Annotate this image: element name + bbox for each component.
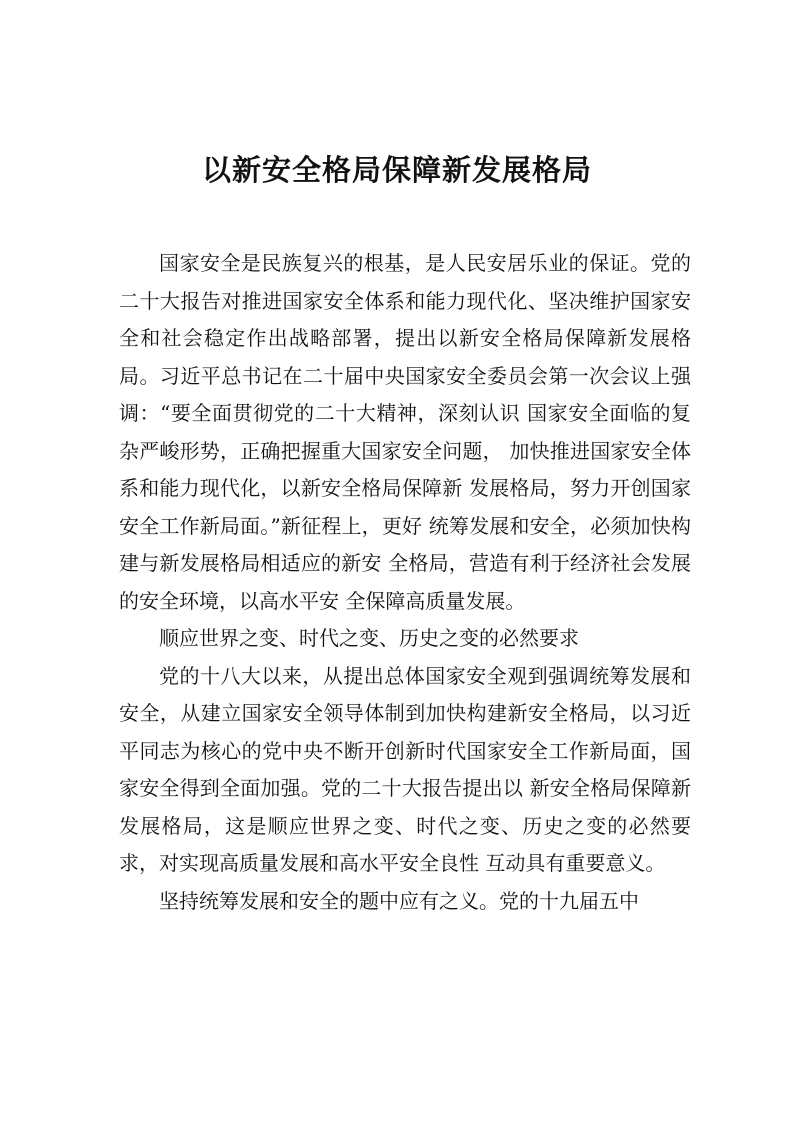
- paragraph-continued: 坚持统筹发展和安全的题中应有之义。党的十九届五中: [159, 888, 639, 913]
- section-heading: 顺应世界之变、时代之变、历史之变的必然要求: [159, 626, 579, 650]
- document-body: [119, 245, 691, 920]
- paragraph-section-one: 党的十八大以来，从提出总体国家安全观到强调统筹发展和安全，从建立国家安全领导体制到加快构建新安全格局，以习近平同志为核心的党中央不断开创新时代国家安全工作新局面，国家安全得到全面加强。党的二十大报告提出以 新安全格局保障新发展格局，这是顺应世界之变、时代之变、历史之变的必然要求，对实现高质量发展和高水平安全良性 互动具有重要意义。: [119, 663, 691, 875]
- document-title: 以新安全格局保障新发展格局: [201, 153, 592, 187]
- paragraph-intro: 国家安全是民族复兴的根基，是人民安居乐业的保证。党的二十大报告对推进国家安全体系和能力现代化、坚决维护国家安全和社会稳定作出战略部署，提出以新安全格局保障新发展格局。习近平总书记在二十届中央国家安全委员会第一次会议上强调：“要全面贯彻党的二十大精神，深刻认识 国家安全面临的复杂严峻形势，正确把握重大国家安全问题， 加快推进国家安全体系和能力现代化，以新安全格局保障新 发展格局，努力开创国家安全工作新局面。”新征程上，更好 统筹发展和安全，必须加快构建与新发展格局相适应的新安 全格局，营造有利于经济社会发展的安全环境，以高水平安 全保障高质量发展。: [119, 251, 691, 613]
